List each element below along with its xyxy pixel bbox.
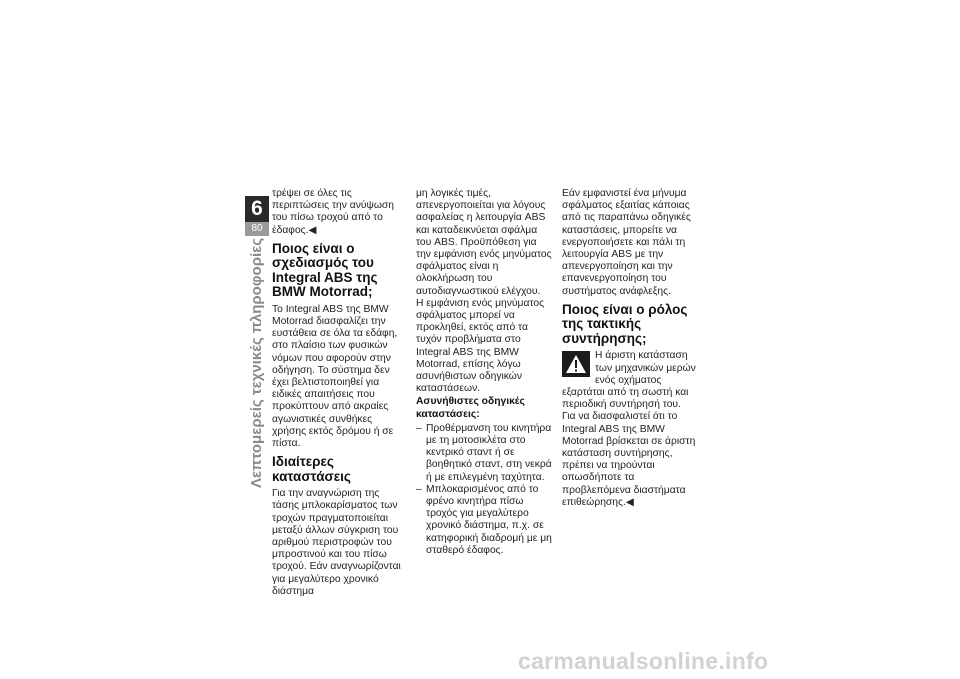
warning-triangle-icon xyxy=(562,351,590,377)
list-item: – Μπλοκαρισμένος από το φρένο κινητήρα πίσω τροχός για μεγαλύτερο χρονικό διάστημα, π.χ. σε κατηφορική διαδρομή με μη σταθερό έδαφος. xyxy=(416,484,552,557)
watermark: carmanualsonline.info xyxy=(518,648,769,674)
paragraph: Εάν εμφανιστεί ένα μήνυμα σφάλματος εξαιτίας κάποιας από τις παραπάνω οδηγικές καταστάσεις, μπορείτε να ενεργοποιήσετε και πάλι τη λειτουργία ABS με την απενεργοποίηση και την επανενεργοποίηση του συστήματος ανάφλεξης. xyxy=(562,188,691,297)
text-column-2 xyxy=(416,188,552,557)
section-heading: Ποιος είναι ο ρόλος της τακτικής συντήρησης; xyxy=(562,301,688,346)
section-heading: Ιδιαίτερες καταστάσεις xyxy=(272,454,351,484)
list-item: – Προθέρμανση του κινητήρα με τη μοτοσικλέτα στο κεντρικό σταντ ή σε βοηθητικό σταντ, στη νεκρά ή με επιλεγμένη ταχύτητα. xyxy=(416,423,552,484)
paragraph: Η εμφάνιση ενός μηνύματος σφάλματος μπορεί να προκληθεί, εκτός από τα τυχόν προβλήματα στο Integral ABS της BMW Motorrad, επίσης λόγω ασυνήθιστων οδηγικών καταστάσεων. xyxy=(416,297,545,395)
chapter-tab xyxy=(245,196,269,240)
warning-text: Η άριστη κατάσταση των μηχανικών μερών ενός οχήματος εξαρτάται από τη σωστή και περιοδική συντήρησή του. xyxy=(562,350,696,411)
paragraph: Το Integral ABS της BMW Motorrad διασφαλίζει την ευστάθεια σε όλα τα εδάφη, στο πλαίσιο των φυσικών νόμων που αφορούν στην οδήγηση. Το σύστημα δεν έχει βελτιστοποιηθεί για ειδικές απαιτήσεις που προκύπτουν από ακραίες αγωνιστικές συνθήκες χρήσης εκτός δρόμου ή σε πίστα. xyxy=(272,303,398,450)
dash-list xyxy=(416,423,552,557)
page-number: 80 xyxy=(245,222,269,236)
subsection-heading: Ασυνήθιστες οδηγικές καταστάσεις: xyxy=(416,396,525,420)
chapter-side-title: Λεπτομερείς τεχνικές πληροφορίες xyxy=(248,237,265,488)
paragraph: τρέψει σε όλες τις περιπτώσεις την ανύψωση του πίσω τροχού από το έδαφος.◀ xyxy=(272,188,394,236)
paragraph: Για την αναγνώριση της τάσης μπλοκαρίσματος των τροχών πραγματοποιείται μεταξύ άλλων σύγκριση του αριθμού περιστροφών του μπροστινού και του πίσω τροχού. Εάν αναγνωρίζονται για μεγαλύτερο χρονικό διάστημα xyxy=(272,488,401,597)
section-heading: Ποιος είναι ο σχεδιασμός του Integral ABS της BMW Motorrad; xyxy=(272,240,378,300)
chapter-number: 6 xyxy=(245,196,269,222)
text-column-3 xyxy=(562,188,698,509)
text-column-1 xyxy=(272,188,408,598)
warning-note xyxy=(562,350,698,411)
paragraph: Για να διασφαλιστεί ότι το Integral ABS της BMW Motorrad βρίσκεται σε άριστη κατάσταση συντήρησης, πρέπει να τηρούνται οπωσδήποτε τα προβλεπόμενα διαστήματα επιθεώρησης.◀ xyxy=(562,411,696,508)
paragraph: μη λογικές τιμές, απενεργοποιείται για λόγους ασφαλείας η λειτουργία ABS και καταδεικνύεται σφάλμα του ABS. Προϋπόθεση για την εμφάνιση ενός μηνύματος σφάλματος είναι η ολοκλήρωση του αυτοδιαγνωστικού ελέγχου. xyxy=(416,188,552,297)
